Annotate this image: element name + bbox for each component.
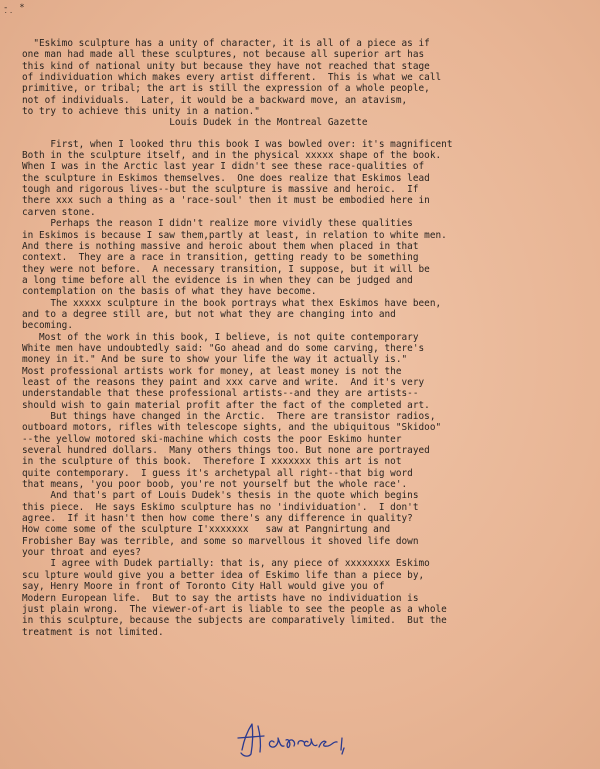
- body-line: they were not before. A necessary transition, I suppose, but it will be: [22, 263, 430, 275]
- quote-block: [22, 38, 600, 129]
- body-line: But things have changed in the Arctic. There are transistor radios,: [22, 411, 436, 422]
- quote-line: "Eskimo sculpture has a unity of character, it is all of a piece as if: [22, 38, 430, 49]
- body-line: several hundred dollars. Many others things too. But none are portrayed: [22, 445, 430, 457]
- body-line: the sculpture in Eskimos themselves. One does realize that Eskimos lead: [22, 172, 430, 184]
- body-line: your throat and eyes?: [22, 547, 141, 559]
- body-line: say, Henry Moore in front of Toronto City Hall would give you of: [22, 581, 385, 593]
- body-line: in the sculpture of this book. Therefore I xxxxxxx this art is not: [22, 456, 402, 468]
- body-line: a long time before all the evidence is in when they can be judged and: [22, 274, 413, 286]
- body-line: just plain wrong. The viewer-of-art is liable to see the people as a whole: [22, 603, 447, 615]
- body-line: becoming.: [22, 320, 73, 332]
- body-line: When I was in the Arctic last year I didn't see these race-qualities of: [22, 161, 425, 173]
- body-line: should wish to gain material profit after the fact of the completed art.: [22, 399, 430, 411]
- quote-line: this kind of national unity but because they have not reached that stage: [22, 60, 430, 72]
- quote-line: one man had made all these sculptures, not because all superior art has: [22, 49, 425, 61]
- body-line: scu lpture would give you a better idea of Eskimo life than a piece by,: [22, 569, 425, 581]
- body-line: agree. If it hasn't then how come there's any difference in quality?: [22, 513, 413, 525]
- body-line: this piece. He says Eskimo sculpture has no 'individuation'. I don't: [22, 501, 419, 513]
- body-line: And there is nothing massive and heroic about them when placed in that: [22, 240, 419, 252]
- body-line: Frobisher Bay was terrible, and some so marvellous it shoved life down: [22, 535, 419, 547]
- body-line: And that's part of Louis Dudek's thesis in the quote which begins: [22, 490, 419, 502]
- body-line: Most professional artists work for money, at least money is not the: [22, 365, 402, 377]
- stray-ink-marks: - * ˙˙: [3, 3, 25, 22]
- body-line: White men have undoubtedly said: "Go ahead and do some carving, there's: [22, 342, 425, 354]
- body-line: outboard motors, rifles with telescope sights, and the ubiquitous "Skidoo": [22, 422, 442, 434]
- body-line: carven stone.: [22, 206, 96, 218]
- body-line: How come some of the sculpture I'xxxxxxx saw at Pangnirtung and: [22, 524, 391, 536]
- body-line: money in it." And be sure to show your life the way it actually is.": [22, 354, 408, 366]
- quote-line: primitive, or tribal; the art is still the expression of a whole people,: [22, 83, 430, 95]
- quote-line: to try to achieve this unity in a nation.": [22, 106, 260, 118]
- body-line: quite contemporary. I guess it's archetypal all right--that big word: [22, 467, 413, 479]
- handwritten-signature: [234, 720, 364, 760]
- body-line: in this sculpture, because the subjects are comparatively limited. But the: [22, 615, 447, 627]
- typed-text-column: [22, 38, 600, 638]
- body-line: Both in the sculpture itself, and in the physical xxxxx shape of the book.: [22, 150, 442, 162]
- body-line: Perhaps the reason I didn't realize more vividly these qualities: [22, 218, 413, 230]
- body-line: understandable that these professional artists--and they are artists--: [22, 388, 419, 400]
- body-line: least of the reasons they paint and xxx carve and write. And it's very: [22, 376, 425, 388]
- body-line: The xxxxx sculpture in the book portrays what thex Eskimos have been,: [22, 297, 442, 309]
- body-line: and to a degree still are, but not what they are changing into and: [22, 308, 396, 320]
- body-line: Most of the work in this book, I believe, is not quite contemporary: [22, 331, 419, 343]
- body-line: treatment is not limited.: [22, 626, 164, 638]
- body-line: First, when I looked thru this book I was bowled over: it's magnificent: [22, 138, 453, 150]
- body-line: in Eskimos is because I saw them,partly at least, in relation to white men.: [22, 229, 447, 241]
- body-line: contemplation on the basis of what they have become.: [22, 286, 317, 298]
- body-line: I agree with Dudek partially: that is, any piece of xxxxxxxx Eskimo: [22, 558, 430, 570]
- body-line: there xxx such a thing as a 'race-soul' then it must be embodied here in: [22, 195, 430, 207]
- body-text: [22, 139, 600, 638]
- body-line: --the yellow motored ski-machine which costs the poor Eskimo hunter: [22, 433, 402, 445]
- body-line: tough and rigorous lives--but the sculpture is massive and heroic. If: [22, 184, 419, 196]
- body-line: context. They are a race in transition, getting ready to be something: [22, 252, 419, 264]
- paragraph-gap: [22, 129, 600, 139]
- quote-attribution: Louis Dudek in the Montreal Gazette: [22, 117, 368, 129]
- body-line: that means, 'you poor boob, you're not yourself but the whole race'.: [22, 479, 408, 491]
- body-line: Modern European life. But to say the artists have no individuation is: [22, 592, 419, 604]
- quote-line: of individuation which makes every artist different. This is what we call: [22, 72, 442, 84]
- quote-line: not of individuals. Later, it would be a backward move, an atavism,: [22, 94, 408, 106]
